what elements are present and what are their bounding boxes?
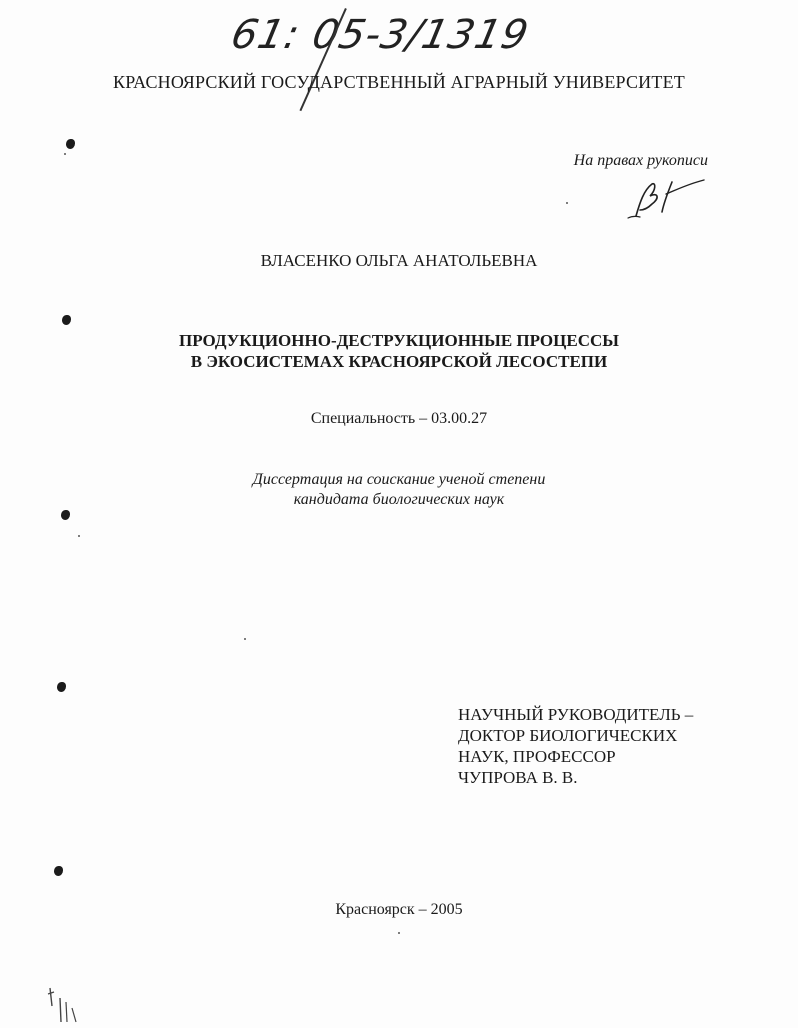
handwritten-signature	[622, 172, 712, 222]
dissertation-title-line-2: В ЭКОСИСТЕМАХ КРАСНОЯРСКОЙ ЛЕСОСТЕПИ	[190, 352, 608, 371]
binding-hole-mark	[54, 866, 63, 876]
author-name: ВЛАСЕНКО ОЛЬГА АНАТОЛЬЕВНА	[260, 251, 538, 270]
scan-speck	[78, 535, 80, 537]
scan-speck	[566, 202, 568, 204]
binding-hole-mark	[66, 139, 75, 149]
scan-speck	[64, 153, 66, 155]
degree-statement-line-1: Диссертация на соискание ученой степени	[252, 471, 546, 488]
binding-hole-mark	[57, 682, 66, 692]
manuscript-rights-note: На правах рукописи	[573, 152, 708, 169]
supervisor-line-3: НАУК, ПРОФЕССОР	[458, 747, 616, 766]
scan-speck	[244, 638, 246, 640]
supervisor-line-1: НАУЧНЫЙ РУКОВОДИТЕЛЬ –	[458, 705, 694, 724]
binding-hole-mark	[62, 315, 71, 325]
scan-speck	[398, 932, 400, 934]
specialty-code: Специальность – 03.00.27	[310, 410, 488, 427]
scan-edge-marks	[44, 984, 80, 1024]
dissertation-title-line-1: ПРОДУКЦИОННО-ДЕСТРУКЦИОННЫЕ ПРОЦЕССЫ	[179, 331, 619, 350]
binding-hole-mark	[61, 510, 70, 520]
scientific-supervisor	[458, 704, 693, 788]
degree-statement	[0, 470, 798, 510]
dissertation-title	[0, 330, 798, 372]
supervisor-line-2: ДОКТОР БИОЛОГИЧЕСКИХ	[458, 726, 678, 745]
archive-number: 61: 05-3/1319	[227, 12, 534, 58]
university-name: КРАСНОЯРСКИЙ ГОСУДАРСТВЕННЫЙ АГРАРНЫЙ УНИВЕРСИТЕТ	[113, 72, 685, 92]
city-and-year: Красноярск – 2005	[335, 901, 463, 918]
degree-statement-line-2: кандидата биологических наук	[293, 491, 505, 508]
supervisor-line-4: ЧУПРОВА В. В.	[458, 768, 578, 787]
